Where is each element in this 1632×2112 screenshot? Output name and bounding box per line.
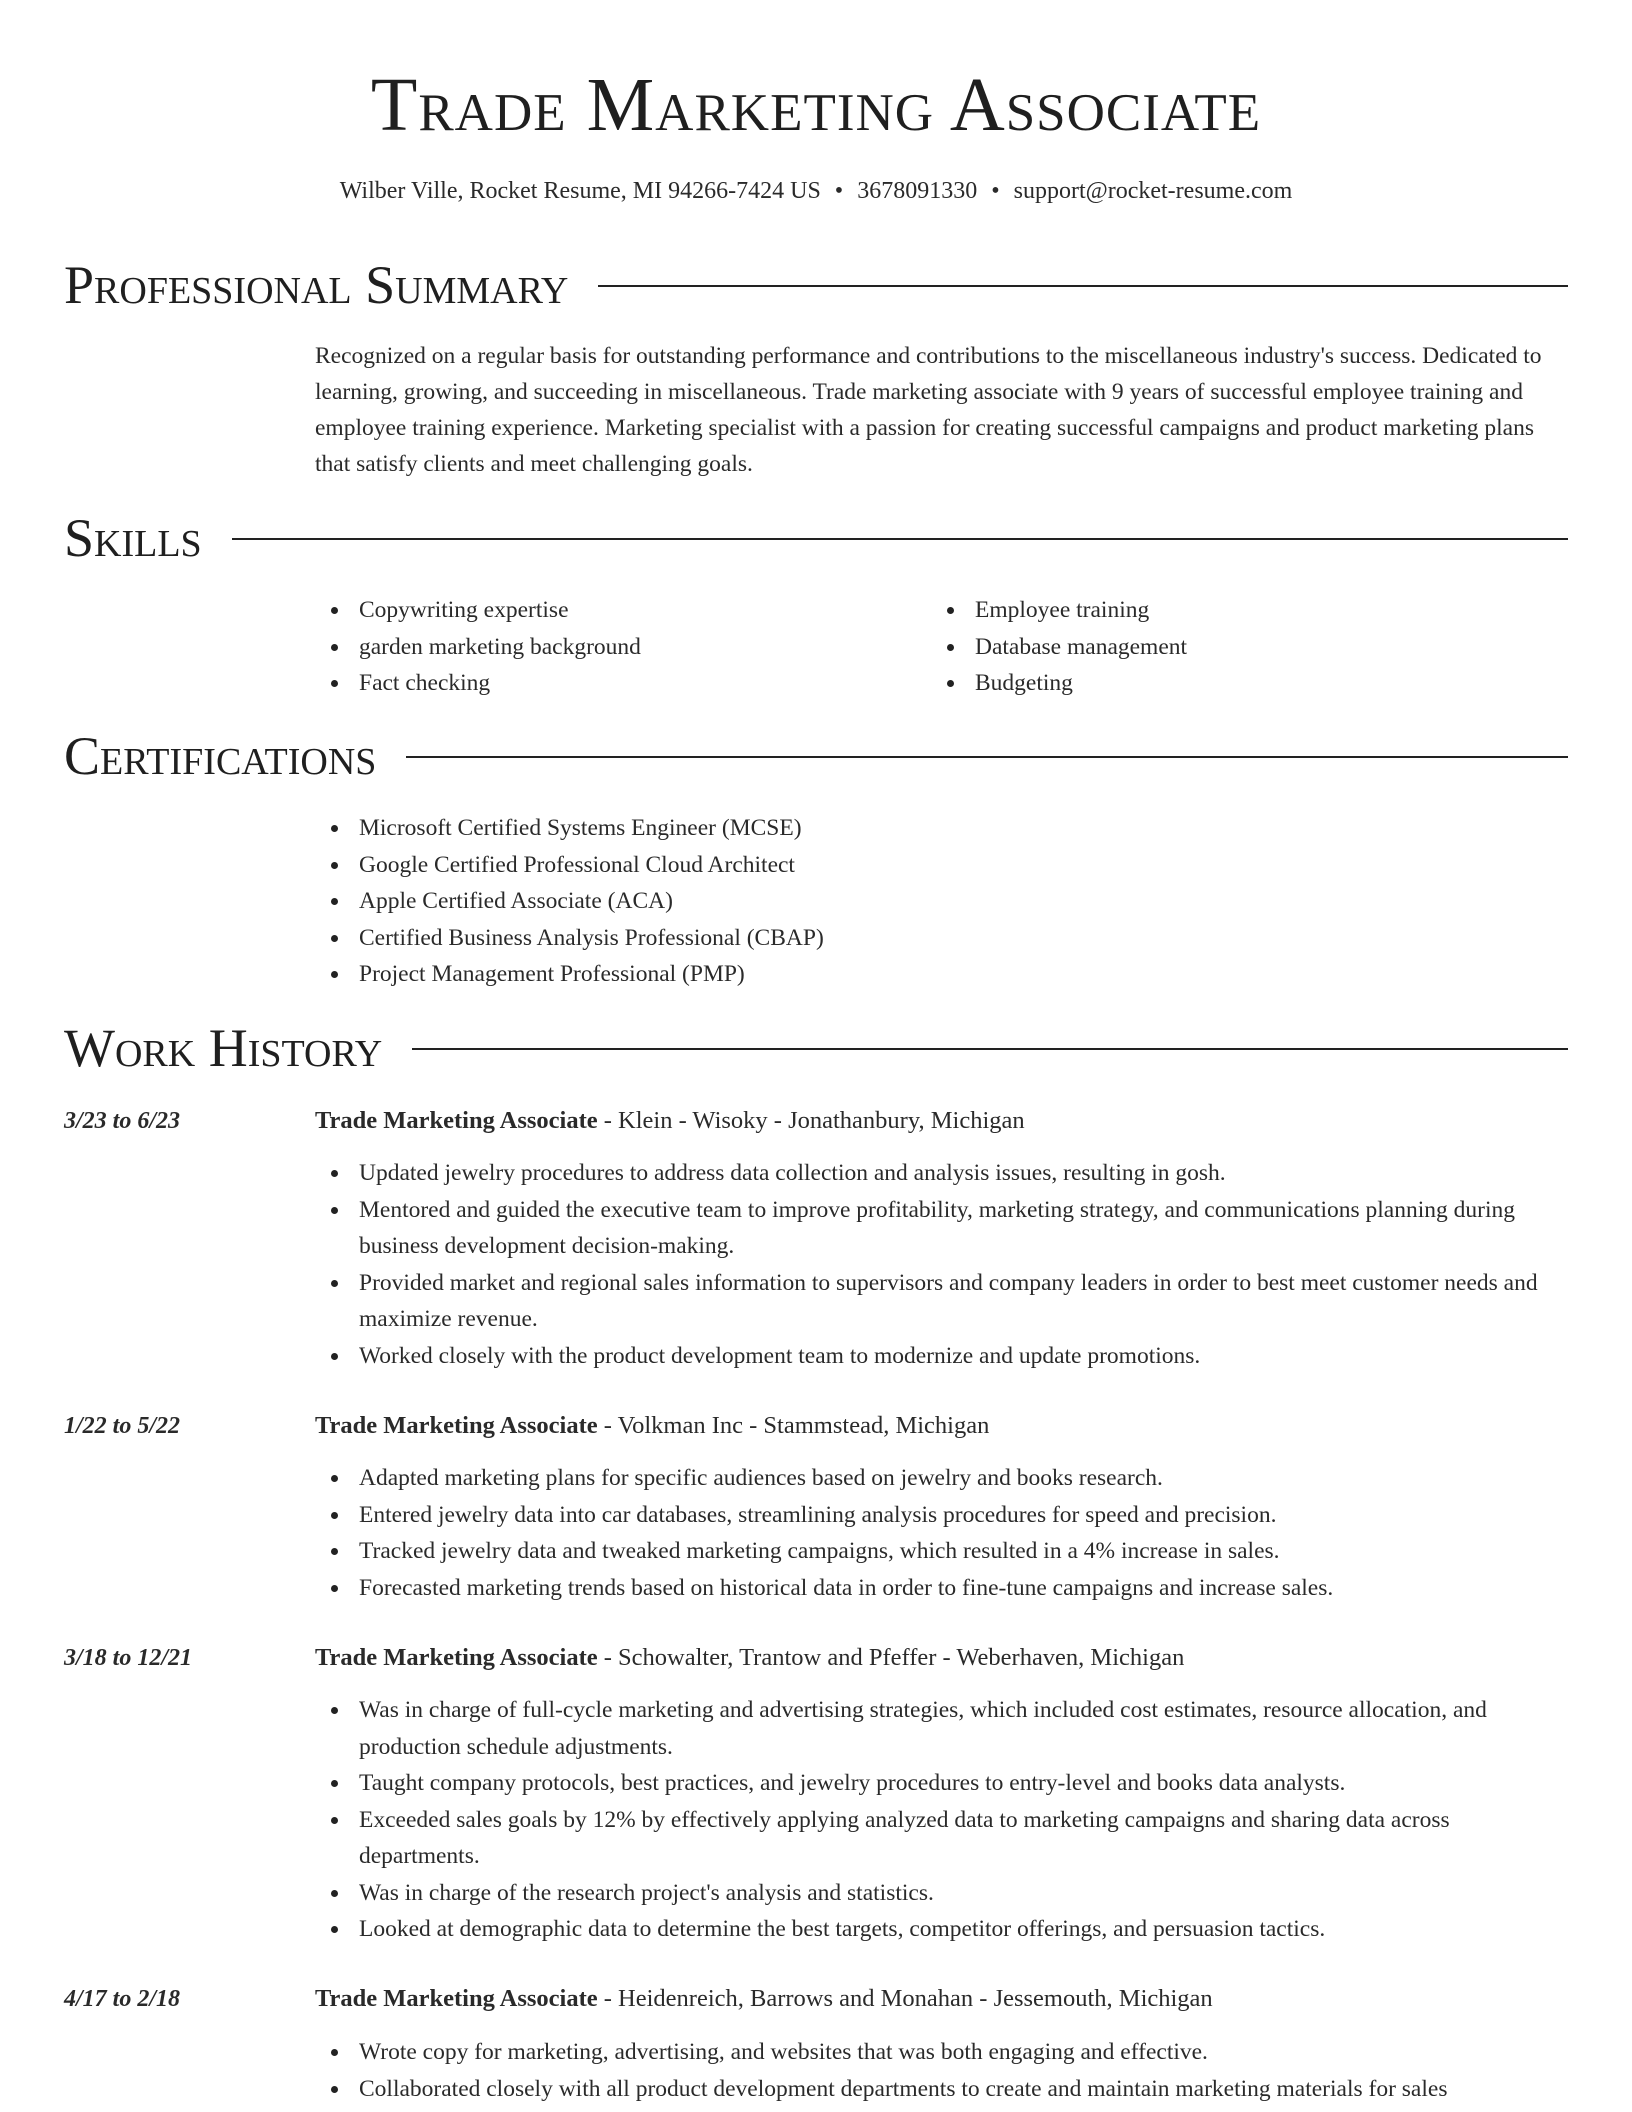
skill-item: Database management bbox=[931, 629, 1531, 666]
job-title: Trade Marketing Associate bbox=[315, 1985, 598, 2012]
resume-name: Trade Marketing Associate bbox=[370, 63, 1262, 147]
job-bullet: Entered jewelry data into car databases, streamlining analysis procedures for speed and precision. bbox=[315, 1497, 1565, 1534]
job-bullet: Was in charge of full-cycle marketing and advertising strategies, which included cost estimates, resource allocation, and production schedule adjustments. bbox=[315, 1692, 1565, 1765]
job-company: - Klein - Wisoky - Jonathanbury, Michigan bbox=[597, 1107, 1025, 1134]
contact-email: support@rocket-resume.com bbox=[1013, 178, 1293, 204]
skills-section-header bbox=[64, 506, 1568, 570]
skill-item: Budgeting bbox=[931, 665, 1531, 702]
skills-heading: Skills bbox=[64, 508, 202, 568]
job-bullets bbox=[315, 1460, 1565, 1606]
section-divider bbox=[232, 538, 1568, 540]
section-divider bbox=[598, 285, 1568, 287]
contact-separator: • bbox=[834, 178, 844, 204]
job-bullet: Tracked jewelry data and tweaked marketing campaigns, which resulted in a 4% increase in sales. bbox=[315, 1533, 1565, 1570]
certifications-heading: Certifications bbox=[64, 726, 377, 786]
job-title-line bbox=[315, 1640, 1184, 1676]
job-title: Trade Marketing Associate bbox=[315, 1644, 598, 1671]
skills-list-left bbox=[315, 592, 915, 702]
certification-item: Apple Certified Associate (ACA) bbox=[315, 883, 1565, 920]
job-bullet: Collaborated closely with all product development departments to create and maintain marketing materials for sales bbox=[315, 2071, 1565, 2108]
job-bullet: Exceeded sales goals by 12% by effectively applying analyzed data to marketing campaigns and sharing data across departments. bbox=[315, 1802, 1565, 1875]
job-bullet: Wrote copy for marketing, advertising, and websites that was both engaging and effective. bbox=[315, 2034, 1565, 2071]
job-bullet: Provided market and regional sales information to supervisors and company leaders in order to best meet customer needs and maximize revenue. bbox=[315, 1265, 1565, 1338]
summary-text: Recognized on a regular basis for outstanding performance and contributions to the miscellaneous industry's success. Dedicated to learning, growing, and succeeding in miscellaneous. Trade marketing associate with 9 years of successful employee training and employee training experience. Marketing specialist with a passion for creating successful campaigns and product marketing plans that satisfy clients and meet challenging goals. bbox=[315, 343, 1542, 477]
job-bullets bbox=[315, 2034, 1565, 2107]
job-bullet: Was in charge of the research project's analysis and statistics. bbox=[315, 1875, 1565, 1912]
job-bullet: Forecasted marketing trends based on historical data in order to fine-tune campaigns and increase sales. bbox=[315, 1570, 1565, 1607]
certification-item: Certified Business Analysis Professional (CBAP) bbox=[315, 920, 1565, 957]
job-dates: 3/23 to 6/23 bbox=[64, 1108, 181, 1134]
certification-item: Microsoft Certified Systems Engineer (MCSE) bbox=[315, 810, 1565, 847]
job-bullet: Worked closely with the product development team to modernize and update promotions. bbox=[315, 1338, 1565, 1375]
summary-heading: Professional Summary bbox=[64, 255, 569, 315]
summary-section-header bbox=[64, 253, 1568, 317]
skill-item: Fact checking bbox=[315, 665, 915, 702]
contact-phone: 3678091330 bbox=[857, 178, 978, 204]
contact-line bbox=[0, 174, 1632, 208]
job-dates: 3/18 to 12/21 bbox=[64, 1645, 193, 1671]
job-bullet: Looked at demographic data to determine the best targets, competitor offerings, and persuasion tactics. bbox=[315, 1911, 1565, 1948]
certifications-section-header bbox=[64, 724, 1568, 788]
contact-separator: • bbox=[991, 178, 1000, 204]
job-title-line bbox=[315, 1981, 1213, 2017]
job-company: - Volkman Inc - Stammstead, Michigan bbox=[597, 1412, 990, 1439]
skills-list-right bbox=[931, 592, 1531, 702]
section-divider bbox=[406, 756, 1568, 758]
job-title-line bbox=[315, 1408, 989, 1444]
job-title-line bbox=[315, 1103, 1025, 1139]
skill-item: Employee training bbox=[931, 592, 1531, 629]
job-bullet: Updated jewelry procedures to address data collection and analysis issues, resulting in gosh. bbox=[315, 1155, 1565, 1192]
job-title: Trade Marketing Associate bbox=[315, 1107, 598, 1134]
job-title: Trade Marketing Associate bbox=[315, 1412, 598, 1439]
skill-item: Copywriting expertise bbox=[315, 592, 915, 629]
job-bullets bbox=[315, 1155, 1565, 1374]
job-company: - Schowalter, Trantow and Pfeffer - Weberhaven, Michigan bbox=[597, 1644, 1185, 1671]
job-dates: 4/17 to 2/18 bbox=[64, 1986, 181, 2012]
job-dates: 1/22 to 5/22 bbox=[64, 1413, 181, 1439]
job-company: - Heidenreich, Barrows and Monahan - Jessemouth, Michigan bbox=[597, 1985, 1213, 2012]
job-bullet: Taught company protocols, best practices, and jewelry procedures to entry-level and books data analysts. bbox=[315, 1765, 1565, 1802]
contact-address: Wilber Ville, Rocket Resume, MI 94266-7424 US bbox=[339, 178, 821, 204]
certifications-list bbox=[315, 810, 1565, 993]
work-history-heading: Work History bbox=[64, 1018, 383, 1078]
job-bullet: Mentored and guided the executive team to improve profitability, marketing strategy, and communications planning during business development decision-making. bbox=[315, 1192, 1565, 1265]
job-bullet: Adapted marketing plans for specific audiences based on jewelry and books research. bbox=[315, 1460, 1565, 1497]
section-divider bbox=[412, 1048, 1568, 1050]
certification-item: Project Management Professional (PMP) bbox=[315, 956, 1565, 993]
certification-item: Google Certified Professional Cloud Architect bbox=[315, 847, 1565, 884]
job-bullets bbox=[315, 1692, 1565, 1948]
skill-item: garden marketing background bbox=[315, 629, 915, 666]
work-history-section-header bbox=[64, 1016, 1568, 1080]
